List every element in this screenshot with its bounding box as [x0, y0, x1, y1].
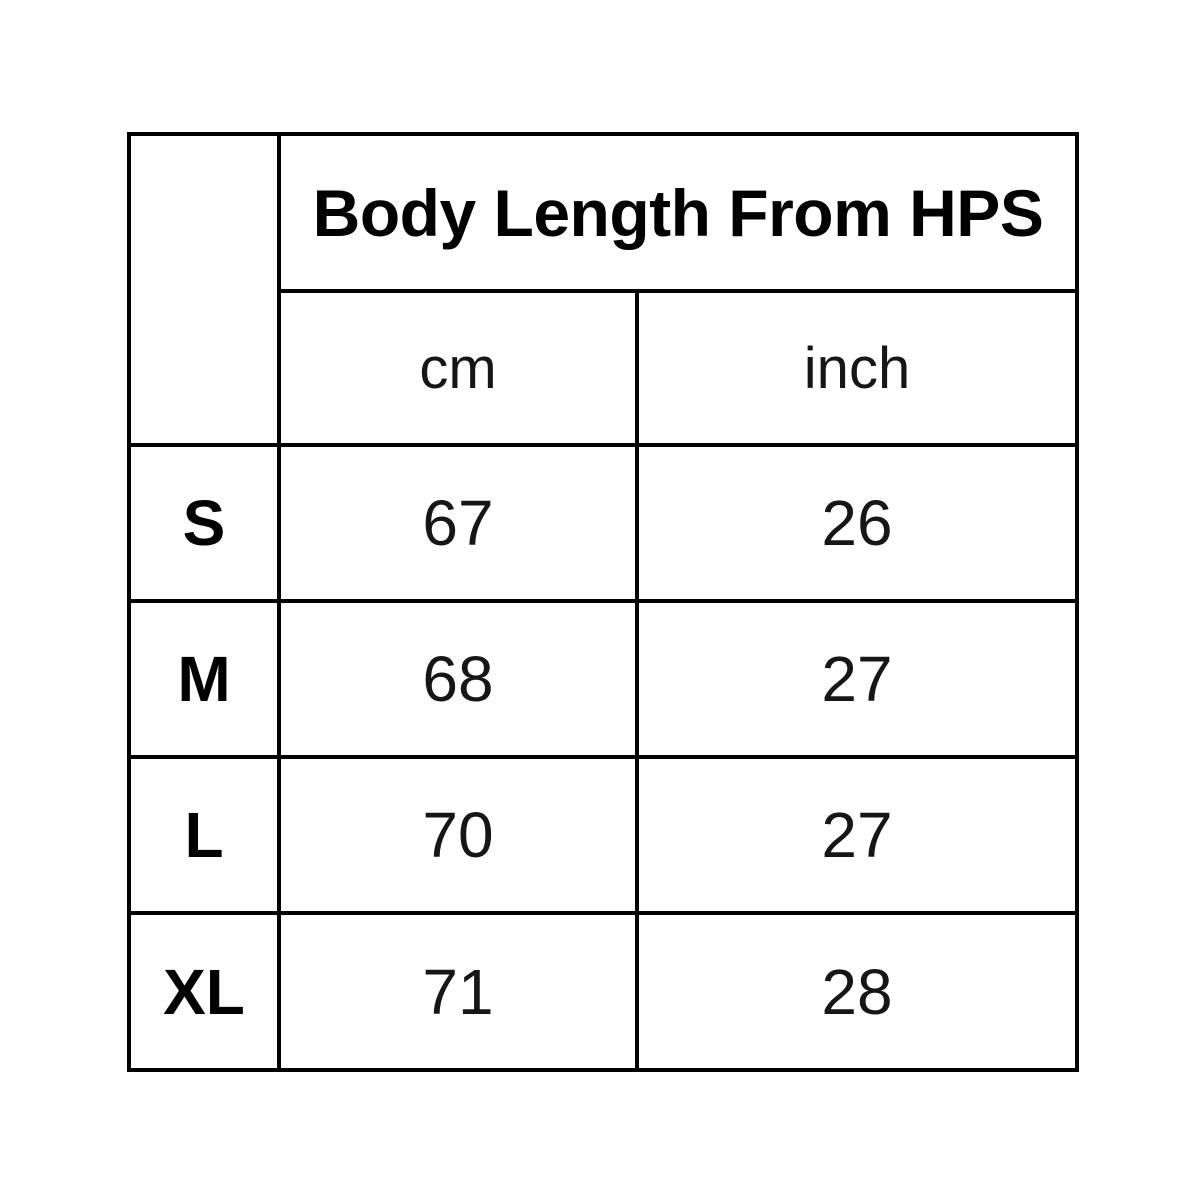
corner-spacer	[129, 134, 279, 445]
row-label-l: L	[129, 757, 279, 913]
row-label-m: M	[129, 601, 279, 757]
table-row-title	[129, 134, 1077, 291]
cell-s-cm: 67	[279, 445, 637, 601]
cell-l-inch: 27	[637, 757, 1077, 913]
cell-xl-cm: 71	[279, 913, 637, 1070]
cell-l-cm: 70	[279, 757, 637, 913]
cell-m-inch: 27	[637, 601, 1077, 757]
column-header-cm: cm	[279, 291, 637, 445]
column-header-inch: inch	[637, 291, 1077, 445]
table-row-xl	[129, 913, 1077, 1070]
cell-m-cm: 68	[279, 601, 637, 757]
cell-s-inch: 26	[637, 445, 1077, 601]
table-title: Body Length From HPS	[279, 134, 1077, 291]
table-row-l	[129, 757, 1077, 913]
row-label-xl: XL	[129, 913, 279, 1070]
size-chart-table	[127, 132, 1079, 1072]
cell-xl-inch: 28	[637, 913, 1077, 1070]
table-row-m	[129, 601, 1077, 757]
table-row-s	[129, 445, 1077, 601]
row-label-s: S	[129, 445, 279, 601]
